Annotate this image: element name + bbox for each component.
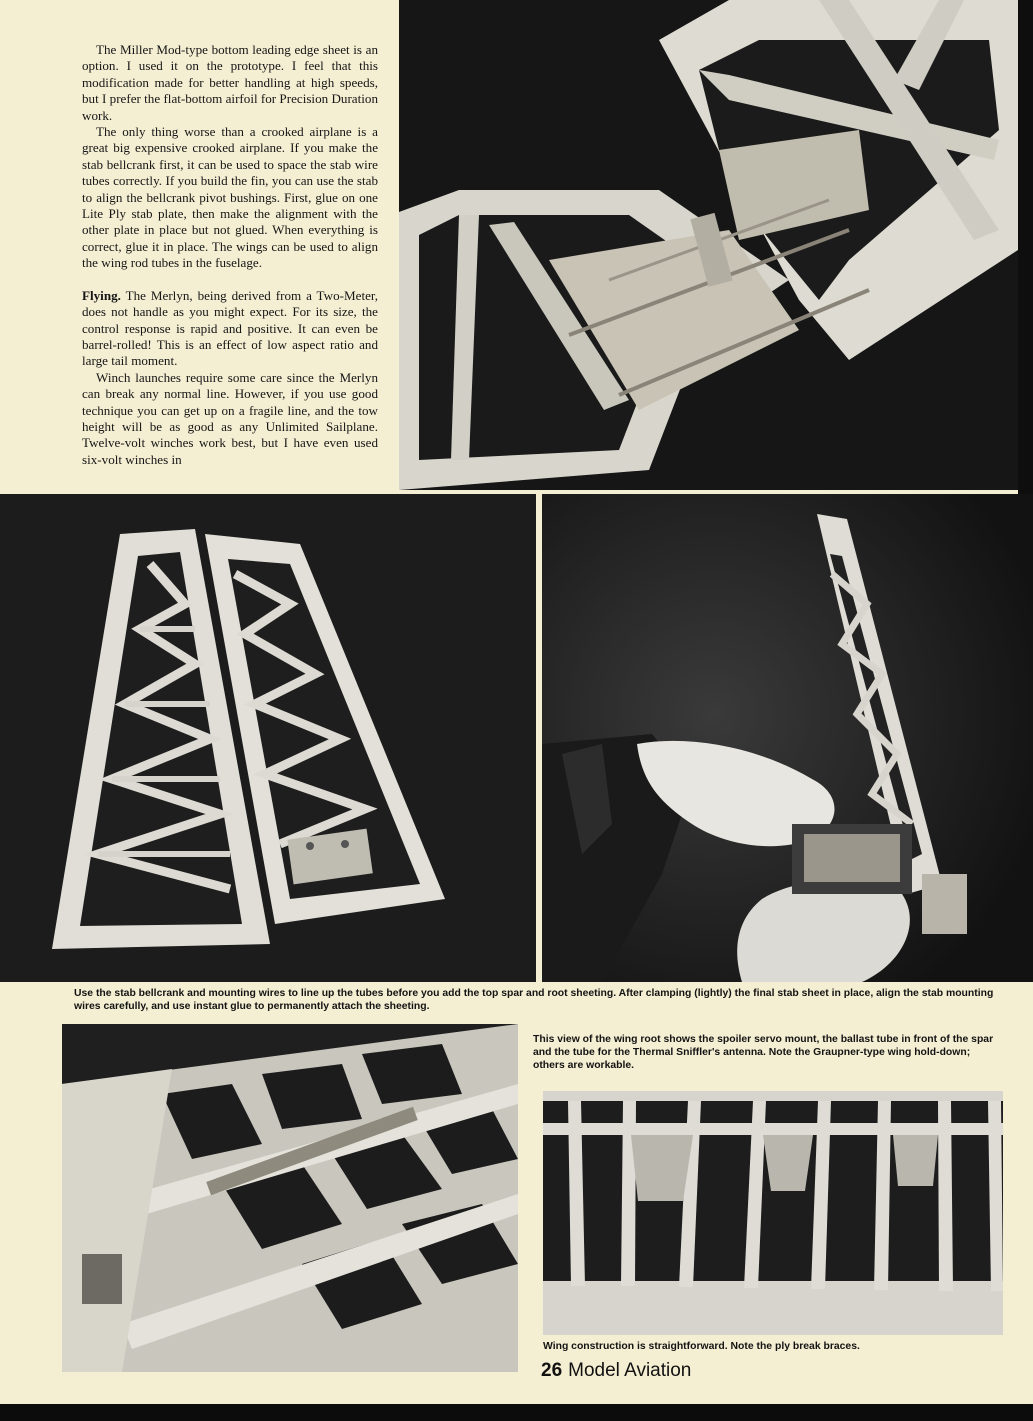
tail-alignment-photo [399,0,1018,490]
flying-text: The Merlyn, being derived from a Two-Meter, does not handle as you might expect. For its size, the control response is rapid and positive. It can even be barrel-rolled! This is an effect of low aspect ratio and large tail moment. [82,287,379,369]
wing-construction-caption: Wing construction is straightforward. Note the ply break braces. [543,1341,860,1352]
scan-edge-right [1018,0,1033,494]
scan-edge-bottom [0,1404,1033,1421]
fin-hand-photo [542,494,1033,982]
wing-root-caption: This view of the wing root shows the spoiler servo mount, the ballast tube in front of the spar and the tube for the Thermal Sniffler's antenna. Note the Graupner-type wing hold-down; others are workable. [533,1034,994,1072]
article-paragraph: The Miller Mod-type bottom leading edge sheet is an option. I used it on the prototype. I feel that this modification made for better handling at high speeds, but I prefer the flat-bottom airfoil for Precision Duration work. [82,42,378,123]
publication-name: Model Aviation [568,1360,692,1381]
article-paragraph: The only thing worse than a crooked airplane is a great big expensive crooked airplane. If you make the stab bellcrank first, it can be used to space the stab wire tubes correctly. If you build the fin, you can use the stab to align the bellcrank pivot bushings. First, glue on one Lite Ply stab plate, then make the alignment with the other plate in place but not glued. When everything is correct, glue it in place. The wings can be used to align the wing rod tubes in the fuselage. [82,124,378,271]
article-paragraph: Winch launches require some care since the Merlyn can break any normal line. However, if you use good technique you can get up on a fragile line, and the tow height will be as good as any Unlimited Sailplane. Twelve-volt winches work best, but I have even used six-volt winches in [82,369,378,467]
flying-heading: Flying. [82,287,121,303]
article-text-column [82,42,378,468]
page-number: 26 [541,1360,563,1381]
wing-root-photo [62,1024,518,1372]
wing-construction-photo [543,1091,1003,1335]
flying-section [82,288,378,370]
stab-frames-photo [0,494,536,982]
page-folio [541,1360,691,1382]
stab-photo-caption: Use the stab bellcrank and mounting wires to line up the tubes before you add the top spar and root sheeting. After clamping (lightly) the final stab sheet in place, align the stab mounting wires carefully, and use instant glue to permanently attach the sheeting. [74,988,994,1013]
